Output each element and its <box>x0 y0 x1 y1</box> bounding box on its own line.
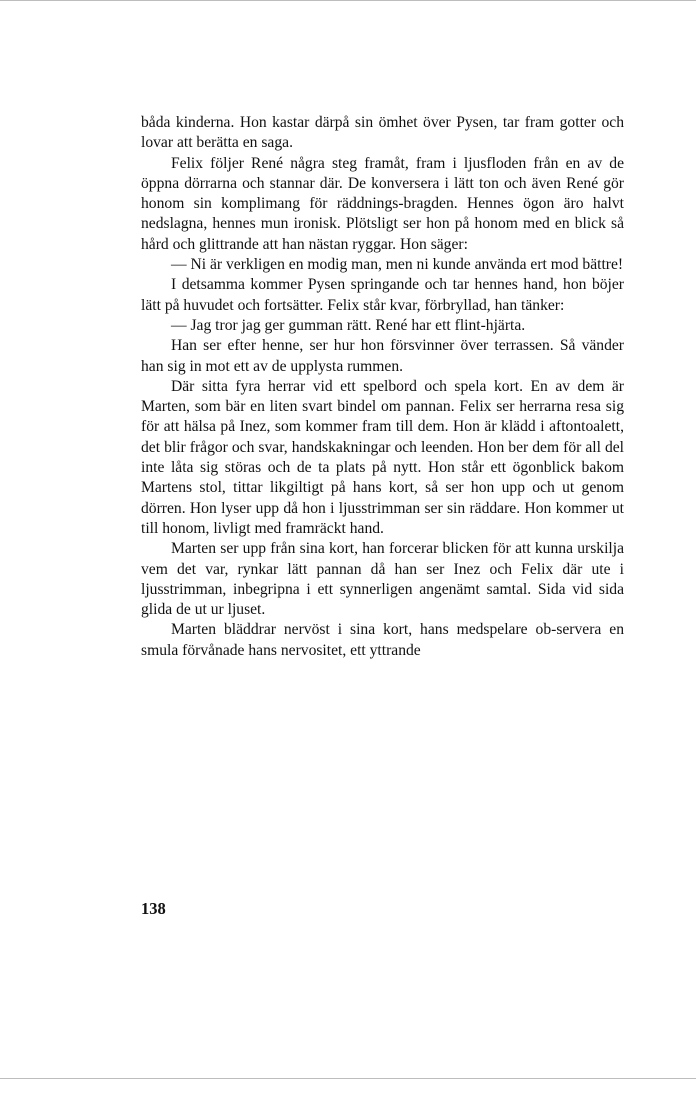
paragraph: Marten ser upp från sina kort, han forcerar blicken för att kunna urskilja vem det var, rynkar lätt pannan då han ser Inez och Felix där ute i ljusstrimman, inbegripna i ett synnerligen angenämt samtal. Sida vid sida glida de ut ur ljuset. <box>141 540 624 619</box>
page-number: 138 <box>141 899 166 918</box>
paragraph: Felix följer René några steg framåt, fram i ljusfloden från en av de öppna dörrarna och stannar där. De konversera i lätt ton och även René gör honom sin komplimang för räddnings-bragden. Hennes ögon äro halvt nedslagna, hennes mun ironisk. Plötsligt ser hon på honom med en blick så hård och glittrande att han nästan ryggar. Hon säger: <box>141 154 624 253</box>
paragraph: Där sitta fyra herrar vid ett spelbord och spela kort. En av dem är Marten, som bär en liten svart bindel om pannan. Felix ser herrarna resa sig för att hälsa på Inez, som kommer fram till dem. Hon är klädd i aftontoalett, det blir frågor och svar, handskakningar och leenden. Hon ber dem för all del inte låta sig störas och de ta plats på nytt. Hon står ett ögonblick bakom Martens stol, tittar likgiltigt på hans kort, så ser hon upp och ut genom dörren. Hon lyser upp då hon i ljusstrimman ser sin räddare. Hon kommer ut till honom, livligt med framräckt hand. <box>141 377 624 537</box>
page-bottom-edge <box>0 1078 696 1079</box>
paragraph: — Jag tror jag ger gumman rätt. René har ett flint-hjärta. <box>171 316 526 334</box>
paragraph: I detsamma kommer Pysen springande och tar hennes hand, hon böjer lätt på huvudet och fortsätter. Felix står kvar, förbryllad, han tänker: <box>141 276 624 314</box>
paragraph: Han ser efter henne, ser hur hon försvinner över terrassen. Så vänder han sig in mot ett av de upplysta rummen. <box>141 337 624 375</box>
paragraph: Marten bläddrar nervöst i sina kort, hans medspelare ob-servera en smula förvånade hans nervositet, ett yttrande <box>141 621 624 659</box>
page-top-edge <box>0 0 696 1</box>
paragraph: båda kinderna. Hon kastar därpå sin ömhet över Pysen, tar fram gotter och lovar att berätta en saga. <box>141 114 624 152</box>
body-text <box>141 113 624 661</box>
paragraph: — Ni är verkligen en modig man, men ni kunde använda ert mod bättre! <box>171 256 624 274</box>
